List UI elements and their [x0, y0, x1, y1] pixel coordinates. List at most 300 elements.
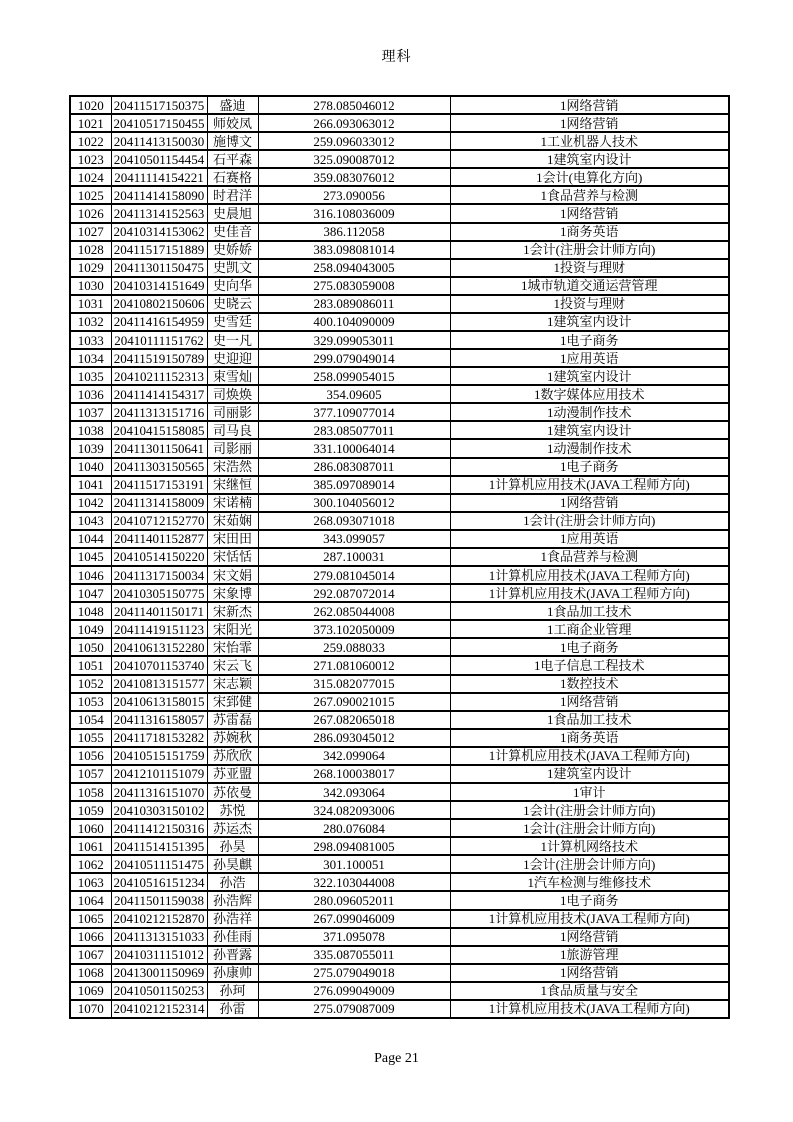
cell-score: 335.087055011 — [258, 946, 450, 964]
cell-no: 1030 — [70, 277, 111, 295]
table-row — [70, 891, 729, 909]
cell-id: 20411413150030 — [111, 132, 207, 150]
cell-no: 1060 — [70, 819, 111, 837]
cell-major: 1网络营销 — [450, 114, 729, 132]
cell-name: 苏运杰 — [207, 819, 258, 837]
cell-score: 343.099057 — [258, 530, 450, 548]
cell-no: 1050 — [70, 638, 111, 656]
cell-no: 1045 — [70, 548, 111, 566]
page-title: 理科 — [381, 50, 412, 65]
table-body — [70, 96, 729, 1018]
cell-score: 267.099046009 — [258, 910, 450, 928]
cell-name: 史佳音 — [207, 223, 258, 241]
table-row — [70, 114, 729, 132]
cell-id: 20410303150102 — [111, 801, 207, 819]
cell-score: 329.099053011 — [258, 331, 450, 349]
cell-name: 孙昊 — [207, 837, 258, 855]
cell-major: 1计算机应用技术(JAVA工程师方向) — [450, 566, 729, 584]
cell-name: 孙康帅 — [207, 964, 258, 982]
cell-score: 259.088033 — [258, 638, 450, 656]
table-row — [70, 566, 729, 584]
table-row — [70, 96, 729, 114]
cell-no: 1042 — [70, 494, 111, 512]
cell-major: 1食品营养与检测 — [450, 548, 729, 566]
table-row — [70, 584, 729, 602]
cell-major: 1建筑室内设计 — [450, 313, 729, 331]
cell-id: 20411718153282 — [111, 729, 207, 747]
cell-major: 1网络营销 — [450, 204, 729, 222]
cell-major: 1电子信息工程技术 — [450, 656, 729, 674]
cell-score: 283.085077011 — [258, 421, 450, 439]
table-row — [70, 873, 729, 891]
cell-no: 1068 — [70, 964, 111, 982]
cell-id: 20411419151123 — [111, 620, 207, 638]
cell-id: 20411401150171 — [111, 602, 207, 620]
cell-id: 20410314151649 — [111, 277, 207, 295]
cell-name: 史迎迎 — [207, 349, 258, 367]
cell-no: 1062 — [70, 855, 111, 873]
cell-id: 20410501154454 — [111, 150, 207, 168]
cell-no: 1023 — [70, 150, 111, 168]
table-row — [70, 765, 729, 783]
page-number: Page 21 — [374, 1051, 419, 1066]
cell-major: 1汽车检测与维修技术 — [450, 873, 729, 891]
cell-score: 299.079049014 — [258, 349, 450, 367]
cell-score: 267.090021015 — [258, 693, 450, 711]
cell-id: 20410701153740 — [111, 656, 207, 674]
cell-name: 孙昊麒 — [207, 855, 258, 873]
cell-id: 20410415158085 — [111, 421, 207, 439]
cell-no: 1029 — [70, 259, 111, 277]
cell-score: 325.090087012 — [258, 150, 450, 168]
cell-major: 1商务英语 — [450, 223, 729, 241]
cell-score: 283.089086011 — [258, 295, 450, 313]
table-row — [70, 837, 729, 855]
cell-major: 1网络营销 — [450, 964, 729, 982]
cell-name: 宋继恒 — [207, 476, 258, 494]
cell-name: 石平森 — [207, 150, 258, 168]
cell-id: 20410613158015 — [111, 693, 207, 711]
cell-no: 1034 — [70, 349, 111, 367]
cell-name: 史向华 — [207, 277, 258, 295]
table-row — [70, 620, 729, 638]
cell-no: 1049 — [70, 620, 111, 638]
cell-score: 342.093064 — [258, 783, 450, 801]
cell-id: 20411317150034 — [111, 566, 207, 584]
cell-name: 史娇娇 — [207, 241, 258, 259]
cell-name: 宋云飞 — [207, 656, 258, 674]
cell-major: 1建筑室内设计 — [450, 765, 729, 783]
cell-no: 1043 — [70, 512, 111, 530]
cell-no: 1046 — [70, 566, 111, 584]
table-row — [70, 295, 729, 313]
table-row — [70, 1000, 729, 1018]
cell-score: 266.093063012 — [258, 114, 450, 132]
cell-score: 275.079049018 — [258, 964, 450, 982]
table-row — [70, 186, 729, 204]
cell-score: 354.09605 — [258, 385, 450, 403]
cell-id: 20410212152870 — [111, 910, 207, 928]
cell-major: 1旅游管理 — [450, 946, 729, 964]
table-row — [70, 403, 729, 421]
cell-name: 宋志颖 — [207, 675, 258, 693]
table-row — [70, 638, 729, 656]
cell-id: 20410501150253 — [111, 982, 207, 1000]
cell-no: 1056 — [70, 747, 111, 765]
cell-score: 262.085044008 — [258, 602, 450, 620]
table-row — [70, 982, 729, 1000]
cell-id: 20411414158090 — [111, 186, 207, 204]
cell-id: 20411412150316 — [111, 819, 207, 837]
cell-no: 1040 — [70, 458, 111, 476]
cell-no: 1037 — [70, 403, 111, 421]
table-row — [70, 349, 729, 367]
cell-id: 20411314158009 — [111, 494, 207, 512]
cell-no: 1048 — [70, 602, 111, 620]
cell-no: 1061 — [70, 837, 111, 855]
cell-major: 1会计(注册会计师方向) — [450, 241, 729, 259]
cell-major: 1城市轨道交通运营管理 — [450, 277, 729, 295]
cell-name: 司马良 — [207, 421, 258, 439]
cell-major: 1建筑室内设计 — [450, 150, 729, 168]
cell-name: 盛迪 — [207, 96, 258, 114]
cell-major: 1网络营销 — [450, 494, 729, 512]
cell-name: 史晨旭 — [207, 204, 258, 222]
cell-id: 20411514151395 — [111, 837, 207, 855]
cell-name: 苏欣欣 — [207, 747, 258, 765]
cell-no: 1027 — [70, 223, 111, 241]
cell-score: 324.082093006 — [258, 801, 450, 819]
cell-score: 322.103044008 — [258, 873, 450, 891]
cell-id: 20411313151716 — [111, 403, 207, 421]
table-row — [70, 928, 729, 946]
cell-major: 1计算机应用技术(JAVA工程师方向) — [450, 1000, 729, 1018]
cell-major: 1电子商务 — [450, 638, 729, 656]
cell-no: 1064 — [70, 891, 111, 909]
cell-major: 1计算机网络技术 — [450, 837, 729, 855]
cell-score: 315.082077015 — [258, 675, 450, 693]
cell-name: 宋浩然 — [207, 458, 258, 476]
cell-id: 20410517150455 — [111, 114, 207, 132]
cell-name: 宋阳光 — [207, 620, 258, 638]
cell-score: 400.104090009 — [258, 313, 450, 331]
table-row — [70, 421, 729, 439]
table-row — [70, 132, 729, 150]
table-row — [70, 223, 729, 241]
cell-major: 1动漫制作技术 — [450, 403, 729, 421]
cell-major: 1网络营销 — [450, 96, 729, 114]
table-row — [70, 277, 729, 295]
cell-id: 20410212152314 — [111, 1000, 207, 1018]
table-row — [70, 204, 729, 222]
cell-name: 司丽影 — [207, 403, 258, 421]
cell-id: 20411314152563 — [111, 204, 207, 222]
cell-score: 342.099064 — [258, 747, 450, 765]
cell-id: 20411416154959 — [111, 313, 207, 331]
cell-score: 301.100051 — [258, 855, 450, 873]
cell-name: 史一凡 — [207, 331, 258, 349]
cell-id: 20410111151762 — [111, 331, 207, 349]
cell-id: 20410211152313 — [111, 367, 207, 385]
cell-name: 宋新杰 — [207, 602, 258, 620]
cell-score: 276.099049009 — [258, 982, 450, 1000]
cell-no: 1057 — [70, 765, 111, 783]
cell-no: 1025 — [70, 186, 111, 204]
cell-major: 1建筑室内设计 — [450, 367, 729, 385]
cell-no: 1020 — [70, 96, 111, 114]
score-table — [69, 95, 730, 1019]
cell-no: 1054 — [70, 711, 111, 729]
table-row — [70, 747, 729, 765]
cell-id: 20410712152770 — [111, 512, 207, 530]
table-row — [70, 168, 729, 186]
cell-major: 1应用英语 — [450, 349, 729, 367]
cell-name: 孙佳雨 — [207, 928, 258, 946]
cell-score: 287.100031 — [258, 548, 450, 566]
cell-score: 267.082065018 — [258, 711, 450, 729]
table-row — [70, 548, 729, 566]
table-row — [70, 331, 729, 349]
cell-no: 1070 — [70, 1000, 111, 1018]
cell-id: 20413001150969 — [111, 964, 207, 982]
cell-no: 1069 — [70, 982, 111, 1000]
cell-no: 1041 — [70, 476, 111, 494]
cell-major: 1食品加工技术 — [450, 711, 729, 729]
table-row — [70, 964, 729, 982]
cell-id: 20411519150789 — [111, 349, 207, 367]
cell-score: 316.108036009 — [258, 204, 450, 222]
cell-no: 1038 — [70, 421, 111, 439]
cell-name: 司焕焕 — [207, 385, 258, 403]
cell-major: 1投资与理财 — [450, 259, 729, 277]
cell-major: 1建筑室内设计 — [450, 421, 729, 439]
cell-name: 司影丽 — [207, 439, 258, 457]
table-row — [70, 530, 729, 548]
cell-id: 20411316158057 — [111, 711, 207, 729]
cell-major: 1数字媒体应用技术 — [450, 385, 729, 403]
cell-id: 20410311151012 — [111, 946, 207, 964]
cell-major: 1投资与理财 — [450, 295, 729, 313]
cell-name: 苏悦 — [207, 801, 258, 819]
table-row — [70, 855, 729, 873]
cell-major: 1应用英语 — [450, 530, 729, 548]
table-row — [70, 458, 729, 476]
cell-score: 286.093045012 — [258, 729, 450, 747]
cell-score: 273.090056 — [258, 186, 450, 204]
cell-name: 宋恬恬 — [207, 548, 258, 566]
table-row — [70, 494, 729, 512]
cell-no: 1063 — [70, 873, 111, 891]
cell-major: 1计算机应用技术(JAVA工程师方向) — [450, 584, 729, 602]
cell-major: 1会计(注册会计师方向) — [450, 855, 729, 873]
cell-name: 宋田田 — [207, 530, 258, 548]
cell-name: 石赛格 — [207, 168, 258, 186]
cell-score: 259.096033012 — [258, 132, 450, 150]
cell-score: 278.085046012 — [258, 96, 450, 114]
cell-name: 孙珂 — [207, 982, 258, 1000]
cell-id: 20411401152877 — [111, 530, 207, 548]
cell-name: 宋郅健 — [207, 693, 258, 711]
table-row — [70, 439, 729, 457]
cell-score: 292.087072014 — [258, 584, 450, 602]
cell-no: 1059 — [70, 801, 111, 819]
cell-name: 史凯文 — [207, 259, 258, 277]
cell-score: 271.081060012 — [258, 656, 450, 674]
table-row — [70, 910, 729, 928]
cell-id: 20410305150775 — [111, 584, 207, 602]
cell-score: 377.109077014 — [258, 403, 450, 421]
cell-score: 268.093071018 — [258, 512, 450, 530]
table-row — [70, 819, 729, 837]
cell-name: 孙晋露 — [207, 946, 258, 964]
cell-no: 1026 — [70, 204, 111, 222]
cell-name: 施博文 — [207, 132, 258, 150]
cell-major: 1电子商务 — [450, 331, 729, 349]
cell-name: 孙浩 — [207, 873, 258, 891]
cell-major: 1食品质量与安全 — [450, 982, 729, 1000]
cell-no: 1065 — [70, 910, 111, 928]
cell-name: 宋诺楠 — [207, 494, 258, 512]
cell-no: 1036 — [70, 385, 111, 403]
cell-id: 20410515151759 — [111, 747, 207, 765]
cell-id: 20412101151079 — [111, 765, 207, 783]
cell-major: 1计算机应用技术(JAVA工程师方向) — [450, 476, 729, 494]
cell-score: 359.083076012 — [258, 168, 450, 186]
cell-major: 1会计(注册会计师方向) — [450, 801, 729, 819]
cell-major: 1会计(注册会计师方向) — [450, 819, 729, 837]
cell-name: 史雪廷 — [207, 313, 258, 331]
cell-id: 20410813151577 — [111, 675, 207, 693]
cell-no: 1039 — [70, 439, 111, 457]
cell-score: 279.081045014 — [258, 566, 450, 584]
cell-name: 师姣凤 — [207, 114, 258, 132]
cell-id: 20411313151033 — [111, 928, 207, 946]
cell-no: 1047 — [70, 584, 111, 602]
cell-score: 300.104056012 — [258, 494, 450, 512]
cell-no: 1053 — [70, 693, 111, 711]
table-row — [70, 512, 729, 530]
cell-name: 宋象博 — [207, 584, 258, 602]
cell-name: 史晓云 — [207, 295, 258, 313]
table-row — [70, 693, 729, 711]
cell-major: 1食品加工技术 — [450, 602, 729, 620]
cell-name: 苏婉秋 — [207, 729, 258, 747]
cell-major: 1工商企业管理 — [450, 620, 729, 638]
cell-id: 20410802150606 — [111, 295, 207, 313]
cell-score: 275.079087009 — [258, 1000, 450, 1018]
cell-major: 1会计(电算化方向) — [450, 168, 729, 186]
cell-no: 1067 — [70, 946, 111, 964]
cell-score: 385.097089014 — [258, 476, 450, 494]
cell-id: 20411316151070 — [111, 783, 207, 801]
cell-score: 275.083059008 — [258, 277, 450, 295]
cell-major: 1电子商务 — [450, 458, 729, 476]
cell-score: 373.102050009 — [258, 620, 450, 638]
cell-score: 258.094043005 — [258, 259, 450, 277]
table-row — [70, 259, 729, 277]
cell-major: 1计算机应用技术(JAVA工程师方向) — [450, 910, 729, 928]
cell-major: 1动漫制作技术 — [450, 439, 729, 457]
cell-name: 宋茹娴 — [207, 512, 258, 530]
cell-no: 1032 — [70, 313, 111, 331]
cell-no: 1021 — [70, 114, 111, 132]
cell-no: 1058 — [70, 783, 111, 801]
cell-score: 298.094081005 — [258, 837, 450, 855]
cell-score: 371.095078 — [258, 928, 450, 946]
table-row — [70, 801, 729, 819]
cell-no: 1051 — [70, 656, 111, 674]
cell-name: 束雪灿 — [207, 367, 258, 385]
cell-score: 268.100038017 — [258, 765, 450, 783]
cell-score: 280.076084 — [258, 819, 450, 837]
cell-name: 苏雷磊 — [207, 711, 258, 729]
cell-id: 20411301150641 — [111, 439, 207, 457]
cell-score: 280.096052011 — [258, 891, 450, 909]
cell-major: 1网络营销 — [450, 928, 729, 946]
cell-id: 20411303150565 — [111, 458, 207, 476]
cell-id: 20410314153062 — [111, 223, 207, 241]
table-row — [70, 675, 729, 693]
cell-id: 20410514150220 — [111, 548, 207, 566]
cell-id: 20411517151889 — [111, 241, 207, 259]
table-row — [70, 150, 729, 168]
table-row — [70, 711, 729, 729]
table-row — [70, 367, 729, 385]
table-row — [70, 385, 729, 403]
cell-score: 383.098081014 — [258, 241, 450, 259]
cell-name: 宋怡霏 — [207, 638, 258, 656]
cell-id: 20411517150375 — [111, 96, 207, 114]
cell-id: 20411517153191 — [111, 476, 207, 494]
table-row — [70, 476, 729, 494]
cell-no: 1052 — [70, 675, 111, 693]
table-row — [70, 946, 729, 964]
cell-major: 1电子商务 — [450, 891, 729, 909]
cell-name: 孙雷 — [207, 1000, 258, 1018]
cell-score: 331.100064014 — [258, 439, 450, 457]
cell-no: 1031 — [70, 295, 111, 313]
cell-major: 1审计 — [450, 783, 729, 801]
cell-major: 1网络营销 — [450, 693, 729, 711]
cell-no: 1066 — [70, 928, 111, 946]
cell-major: 1商务英语 — [450, 729, 729, 747]
cell-name: 孙浩祥 — [207, 910, 258, 928]
cell-id: 20410511151475 — [111, 855, 207, 873]
table-row — [70, 241, 729, 259]
cell-name: 宋文娟 — [207, 566, 258, 584]
cell-no: 1035 — [70, 367, 111, 385]
cell-id: 20411414154317 — [111, 385, 207, 403]
cell-id: 20411301150475 — [111, 259, 207, 277]
cell-id: 20411501159038 — [111, 891, 207, 909]
table-row — [70, 729, 729, 747]
cell-id: 20411114154221 — [111, 168, 207, 186]
cell-id: 20410516151234 — [111, 873, 207, 891]
cell-major: 1数控技术 — [450, 675, 729, 693]
cell-major: 1会计(注册会计师方向) — [450, 512, 729, 530]
cell-major: 1计算机应用技术(JAVA工程师方向) — [450, 747, 729, 765]
cell-score: 258.099054015 — [258, 367, 450, 385]
table-row — [70, 313, 729, 331]
cell-no: 1044 — [70, 530, 111, 548]
cell-no: 1024 — [70, 168, 111, 186]
cell-no: 1055 — [70, 729, 111, 747]
cell-major: 1食品营养与检测 — [450, 186, 729, 204]
cell-name: 苏亚盟 — [207, 765, 258, 783]
cell-name: 时君洋 — [207, 186, 258, 204]
table-row — [70, 783, 729, 801]
cell-name: 苏依曼 — [207, 783, 258, 801]
